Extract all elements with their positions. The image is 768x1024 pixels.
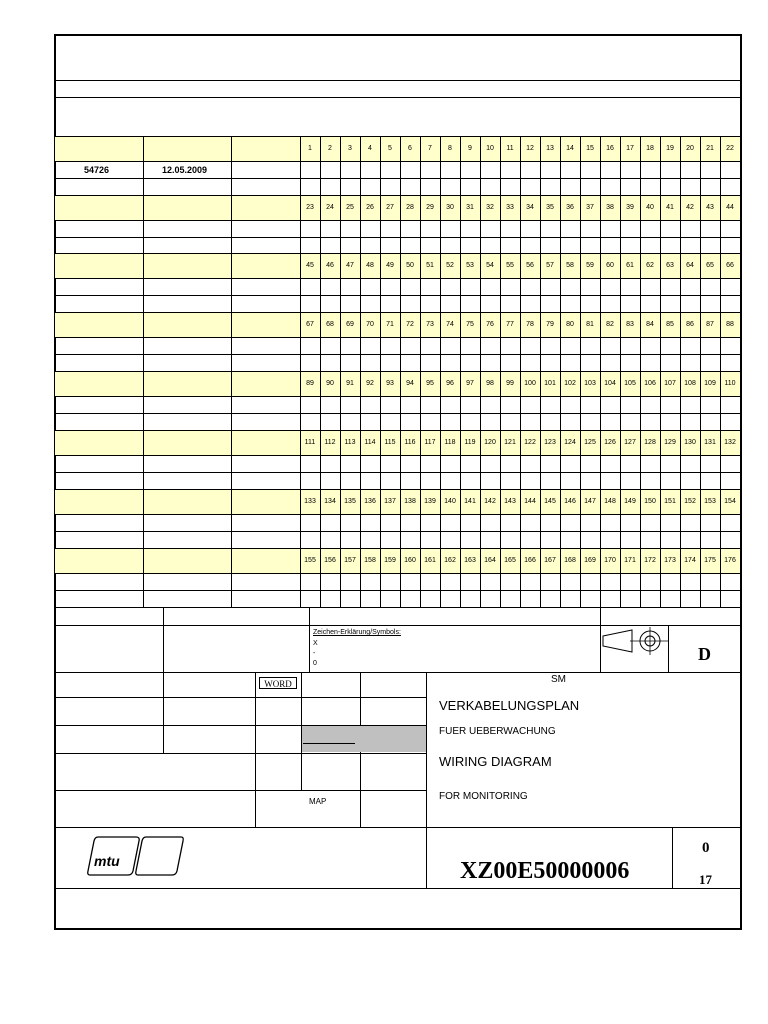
pin-number: 147: [584, 498, 596, 505]
pin-number: 79: [546, 321, 554, 328]
pin-number: 165: [504, 557, 516, 564]
pin-number: 19: [666, 145, 674, 152]
pin-number: 92: [366, 380, 374, 387]
pin-number: 70: [366, 321, 374, 328]
pin-number: 171: [624, 557, 636, 564]
pin-number: 1: [308, 145, 312, 152]
pin-number: 90: [326, 380, 334, 387]
title-german: VERKABELUNGSPLAN: [439, 698, 580, 713]
pin-number: 16: [606, 145, 614, 152]
record-date: 12.05.2009: [162, 165, 208, 175]
pin-number: 63: [666, 262, 674, 269]
grid-line: [55, 489, 741, 490]
pin-number: 11: [506, 145, 514, 152]
grid-line: [55, 531, 741, 532]
grid-line: [426, 827, 427, 888]
pin-number: 93: [386, 380, 394, 387]
revision-index: 0: [702, 840, 710, 856]
grid-line: [303, 743, 355, 744]
pin-number: 80: [566, 321, 574, 328]
pin-number: 57: [546, 262, 554, 269]
symbol-zero: 0: [313, 660, 317, 667]
pin-number: 129: [664, 439, 676, 446]
pin-number: 31: [466, 204, 474, 211]
pin-number: 164: [484, 557, 496, 564]
pin-number: 135: [344, 498, 356, 505]
pin-number: 46: [326, 262, 334, 269]
pin-number: 76: [486, 321, 494, 328]
pin-number: 73: [426, 321, 434, 328]
pin-number: 124: [564, 439, 576, 446]
symbols-heading: Zeichen-Erklärung/Symbols:: [313, 629, 401, 636]
pin-number: 64: [686, 262, 694, 269]
pin-number: 149: [624, 498, 636, 505]
pin-number: 173: [664, 557, 676, 564]
pin-number: 85: [666, 321, 674, 328]
grid-line: [143, 371, 144, 430]
pin-number: 42: [686, 204, 694, 211]
pin-number: 33: [506, 204, 514, 211]
pin-number: 155: [304, 557, 316, 564]
pin-number: 174: [684, 557, 696, 564]
pin-number: 10: [486, 145, 494, 152]
pin-number: 25: [346, 204, 354, 211]
pin-number: 41: [666, 204, 674, 211]
pin-number: 21: [706, 145, 714, 152]
pin-number: 113: [344, 439, 356, 446]
pin-number: 161: [424, 557, 436, 564]
grid-line: [231, 195, 232, 254]
grid-line: [55, 371, 741, 372]
pin-number: 145: [544, 498, 556, 505]
pin-number: 58: [566, 262, 574, 269]
pin-number: 91: [346, 380, 354, 387]
grid-line: [55, 161, 741, 162]
subtitle-german: FUER UEBERWACHUNG: [439, 726, 556, 737]
pin-number: 51: [426, 262, 434, 269]
grey-field: [302, 726, 426, 752]
grid-line: [55, 312, 741, 313]
grid-line: [231, 136, 232, 195]
pin-number: 162: [444, 557, 456, 564]
pin-number: 15: [586, 145, 594, 152]
grid-line: [55, 178, 741, 179]
grid-line: [740, 312, 741, 371]
grid-line: [55, 97, 741, 98]
grid-line: [740, 548, 741, 607]
pin-number: 97: [466, 380, 474, 387]
pin-number: 4: [368, 145, 372, 152]
grid-line: [143, 489, 144, 548]
grid-line: [231, 489, 232, 548]
subtitle-english: FOR MONITORING: [439, 791, 528, 802]
grid-line: [55, 237, 741, 238]
pin-number: 154: [724, 498, 736, 505]
pin-number: 116: [404, 439, 416, 446]
pin-number: 39: [626, 204, 634, 211]
pin-number: 125: [584, 439, 596, 446]
pin-number: 143: [504, 498, 516, 505]
pin-number: 62: [646, 262, 654, 269]
pin-number: 36: [566, 204, 574, 211]
pin-number: 61: [626, 262, 634, 269]
grid-line: [143, 253, 144, 312]
pin-number: 106: [644, 380, 656, 387]
mtu-logo-text: mtu: [94, 853, 120, 869]
pin-number: 29: [426, 204, 434, 211]
word-label: WORD: [259, 677, 297, 689]
pin-number: 96: [446, 380, 454, 387]
pin-number: 168: [564, 557, 576, 564]
pin-number: 77: [506, 321, 514, 328]
pin-number: 68: [326, 321, 334, 328]
pin-number: 82: [606, 321, 614, 328]
pin-number: 137: [384, 498, 396, 505]
pin-number: 50: [406, 262, 414, 269]
pin-number: 112: [324, 439, 336, 446]
grid-line: [55, 278, 741, 279]
pin-number: 22: [726, 145, 734, 152]
pin-number: 105: [624, 380, 636, 387]
pin-number: 167: [544, 557, 556, 564]
pin-number: 114: [364, 439, 376, 446]
pin-number: 123: [544, 439, 556, 446]
pin-number: 12: [526, 145, 534, 152]
grid-line: [163, 607, 164, 672]
pin-number: 43: [706, 204, 714, 211]
pin-number: 158: [364, 557, 376, 564]
pin-number: 38: [606, 204, 614, 211]
pin-number: 32: [486, 204, 494, 211]
pin-number: 45: [306, 262, 314, 269]
pin-number: 128: [644, 439, 656, 446]
grid-line: [740, 371, 741, 430]
pin-number: 86: [686, 321, 694, 328]
pin-number: 160: [404, 557, 416, 564]
pin-number: 141: [464, 498, 476, 505]
grid-line: [55, 354, 741, 355]
pin-number: 176: [724, 557, 736, 564]
pin-number: 27: [386, 204, 394, 211]
pin-number: 122: [524, 439, 536, 446]
grid-line: [740, 136, 741, 195]
pin-number: 139: [424, 498, 436, 505]
grid-line: [55, 548, 741, 549]
pin-number: 20: [686, 145, 694, 152]
grid-line: [55, 455, 741, 456]
pin-number: 2: [328, 145, 332, 152]
document-number: XZ00E50000006: [460, 858, 630, 884]
pin-number: 108: [684, 380, 696, 387]
pin-number: 67: [306, 321, 314, 328]
pin-number: 53: [466, 262, 474, 269]
pin-number: 88: [726, 321, 734, 328]
grid-line: [55, 413, 741, 414]
mtu-logo: [86, 833, 186, 877]
grid-line: [55, 672, 741, 673]
grid-line: [55, 590, 741, 591]
projection-symbol-icon: [600, 626, 670, 656]
pin-number: 144: [524, 498, 536, 505]
pin-number: 136: [364, 498, 376, 505]
grid-line: [163, 672, 164, 753]
pin-number: 100: [524, 380, 536, 387]
grid-line: [55, 295, 741, 296]
pin-number: 81: [586, 321, 594, 328]
pin-number: 17: [626, 145, 634, 152]
grid-line: [143, 430, 144, 489]
pin-number: 175: [704, 557, 716, 564]
grid-line: [55, 396, 741, 397]
pin-number: 49: [386, 262, 394, 269]
pin-number: 151: [664, 498, 676, 505]
pin-number: 103: [584, 380, 596, 387]
revision-letter: D: [698, 644, 711, 664]
pin-number: 55: [506, 262, 514, 269]
pin-number: 172: [644, 557, 656, 564]
pin-number: 23: [306, 204, 314, 211]
pin-number: 94: [406, 380, 414, 387]
pin-number: 7: [428, 145, 432, 152]
pin-number: 121: [504, 439, 516, 446]
pin-number: 3: [348, 145, 352, 152]
pin-number: 56: [526, 262, 534, 269]
pin-number: 65: [706, 262, 714, 269]
pin-number: 133: [304, 498, 316, 505]
pin-number: 126: [604, 439, 616, 446]
symbol-dash: -: [313, 650, 316, 657]
pin-number: 8: [448, 145, 452, 152]
pin-number: 150: [644, 498, 656, 505]
pin-number: 6: [408, 145, 412, 152]
pin-number: 166: [524, 557, 536, 564]
pin-number: 9: [468, 145, 472, 152]
pin-number: 134: [324, 498, 336, 505]
pin-number: 74: [446, 321, 454, 328]
grid-line: [143, 136, 144, 195]
map-label: MAP: [309, 797, 327, 806]
grid-line: [55, 607, 741, 608]
grid-line: [220, 888, 426, 889]
pin-number: 170: [604, 557, 616, 564]
pin-number: 99: [506, 380, 514, 387]
pin-number: 83: [626, 321, 634, 328]
pin-number: 169: [584, 557, 596, 564]
grid-line: [55, 80, 741, 81]
grid-line: [55, 790, 426, 791]
pin-number: 24: [326, 204, 334, 211]
grid-line: [55, 827, 741, 828]
pin-number: 47: [346, 262, 354, 269]
pin-number: 156: [324, 557, 336, 564]
grid-line: [55, 195, 741, 196]
pin-number: 120: [484, 439, 496, 446]
pin-number: 18: [646, 145, 654, 152]
grid-line: [55, 337, 741, 338]
pin-number: 104: [604, 380, 616, 387]
pin-number: 148: [604, 498, 616, 505]
grid-line: [55, 136, 741, 137]
grid-line: [55, 697, 426, 698]
grid-line: [672, 827, 673, 888]
pin-number: 71: [386, 321, 394, 328]
pin-number: 115: [384, 439, 396, 446]
pin-number: 153: [704, 498, 716, 505]
pin-number: 119: [464, 439, 476, 446]
grid-line: [231, 371, 232, 430]
pin-number: 152: [684, 498, 696, 505]
record-number: 54726: [84, 165, 110, 175]
grid-line: [740, 195, 741, 254]
pin-number: 26: [366, 204, 374, 211]
symbol-x: X: [313, 640, 318, 647]
pin-number: 117: [424, 439, 436, 446]
pin-number: 59: [586, 262, 594, 269]
grid-line: [231, 430, 232, 489]
grid-line: [55, 472, 741, 473]
pin-number: 111: [304, 439, 316, 446]
pin-number: 109: [704, 380, 716, 387]
pin-number: 157: [344, 557, 356, 564]
pin-number: 13: [546, 145, 554, 152]
pin-number: 131: [704, 439, 716, 446]
grid-line: [55, 753, 426, 754]
pin-number: 44: [726, 204, 734, 211]
grid-line: [255, 672, 256, 827]
pin-number: 34: [526, 204, 534, 211]
pin-number: 140: [444, 498, 456, 505]
grid-line: [740, 253, 741, 312]
grid-line: [143, 195, 144, 254]
pin-number: 87: [706, 321, 714, 328]
pin-number: 110: [724, 380, 736, 387]
grid-line: [309, 607, 310, 672]
pin-number: 98: [486, 380, 494, 387]
drawing-sheet: [54, 34, 742, 930]
pin-number: 107: [664, 380, 676, 387]
grid-line: [231, 548, 232, 607]
grid-line: [143, 312, 144, 371]
sheet-count: 17: [699, 872, 712, 887]
pin-number: 40: [646, 204, 654, 211]
grid-line: [55, 430, 741, 431]
pin-number: 142: [484, 498, 496, 505]
pin-number: 35: [546, 204, 554, 211]
drawing-code: SM: [551, 674, 566, 685]
pin-number: 66: [726, 262, 734, 269]
pin-number: 48: [366, 262, 374, 269]
pin-number: 159: [384, 557, 396, 564]
grid-line: [231, 312, 232, 371]
pin-number: 37: [586, 204, 594, 211]
pin-number: 78: [526, 321, 534, 328]
pin-number: 75: [466, 321, 474, 328]
grid-line: [426, 672, 427, 827]
pin-number: 14: [566, 145, 574, 152]
grid-line: [55, 253, 741, 254]
pin-number: 102: [564, 380, 576, 387]
pin-number: 95: [426, 380, 434, 387]
pin-number: 101: [544, 380, 556, 387]
pin-number: 28: [406, 204, 414, 211]
pin-number: 132: [724, 439, 736, 446]
pin-number: 30: [446, 204, 454, 211]
pin-number: 60: [606, 262, 614, 269]
pin-number: 72: [406, 321, 414, 328]
pin-number: 5: [388, 145, 392, 152]
pin-number: 138: [404, 498, 416, 505]
pin-number: 52: [446, 262, 454, 269]
grid-line: [143, 548, 144, 607]
grid-line: [55, 573, 741, 574]
title-english: WIRING DIAGRAM: [439, 754, 552, 769]
grid-line: [740, 489, 741, 548]
pin-number: 54: [486, 262, 494, 269]
pin-number: 130: [684, 439, 696, 446]
pin-number: 69: [346, 321, 354, 328]
pin-number: 118: [444, 439, 456, 446]
grid-line: [55, 514, 741, 515]
grid-line: [55, 220, 741, 221]
grid-line: [231, 253, 232, 312]
grid-line: [740, 430, 741, 489]
pin-number: 89: [306, 380, 314, 387]
pin-number: 127: [624, 439, 636, 446]
pin-number: 146: [564, 498, 576, 505]
pin-number: 163: [464, 557, 476, 564]
pin-number: 84: [646, 321, 654, 328]
